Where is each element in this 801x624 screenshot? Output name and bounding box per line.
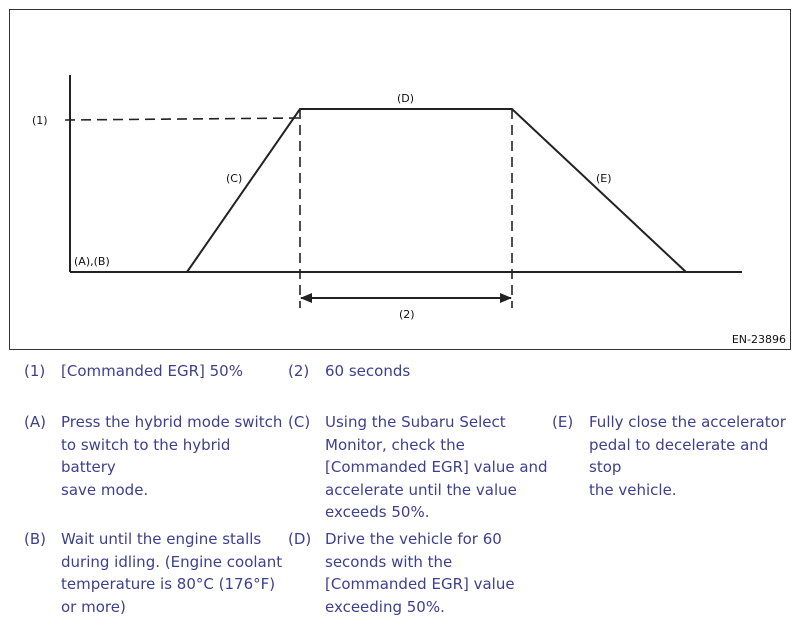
egr-procedure-diagram	[9, 9, 791, 350]
legend-item-a	[24, 411, 286, 499]
figure-code: EN-23896	[731, 333, 786, 346]
legend-key: (C)	[288, 413, 311, 431]
label-d: (D)	[397, 92, 415, 105]
label-2: (2)	[399, 308, 415, 321]
label-a-b: (A),(B)	[74, 255, 110, 268]
label-1: (1)	[32, 114, 48, 127]
legend-item-e	[552, 411, 797, 499]
legend-key: (2)	[288, 362, 310, 380]
level-guide-line	[65, 118, 300, 120]
legend-text: Press the hybrid mode switch to switch to the hybrid battery save mode.	[61, 413, 283, 499]
label-e: (E)	[596, 172, 612, 185]
legend-text: Fully close the accelerator pedal to decelerate and stop the vehicle.	[589, 413, 786, 499]
legend-text: 60 seconds	[325, 362, 411, 380]
legend-key: (A)	[24, 413, 46, 431]
legend-key: (B)	[24, 530, 46, 548]
legend-item-2	[288, 360, 538, 383]
legend-key: (1)	[24, 362, 46, 380]
label-c: (C)	[226, 172, 243, 185]
legend-item-c	[288, 411, 550, 527]
legend-text: [Commanded EGR] 50%	[61, 362, 243, 380]
legend-text: Drive the vehicle for 60 seconds with the [Commanded EGR] value exceeding 50%.	[325, 530, 515, 616]
legend-key: (E)	[552, 413, 574, 431]
legend-item-b	[24, 528, 286, 620]
legend-text: Using the Subaru Select Monitor, check the [Commanded EGR] value and accelerate until the value exceeds 50%.	[325, 413, 548, 522]
legend-item-d	[288, 528, 550, 620]
legend-item-1	[24, 360, 274, 383]
diagram-graphic	[10, 10, 790, 349]
egr-profile-line	[187, 109, 686, 272]
legend-key: (D)	[288, 530, 312, 548]
legend-text: Wait until the engine stalls during idling. (Engine coolant temperature is 80°C (176°F) or more)	[61, 530, 283, 616]
